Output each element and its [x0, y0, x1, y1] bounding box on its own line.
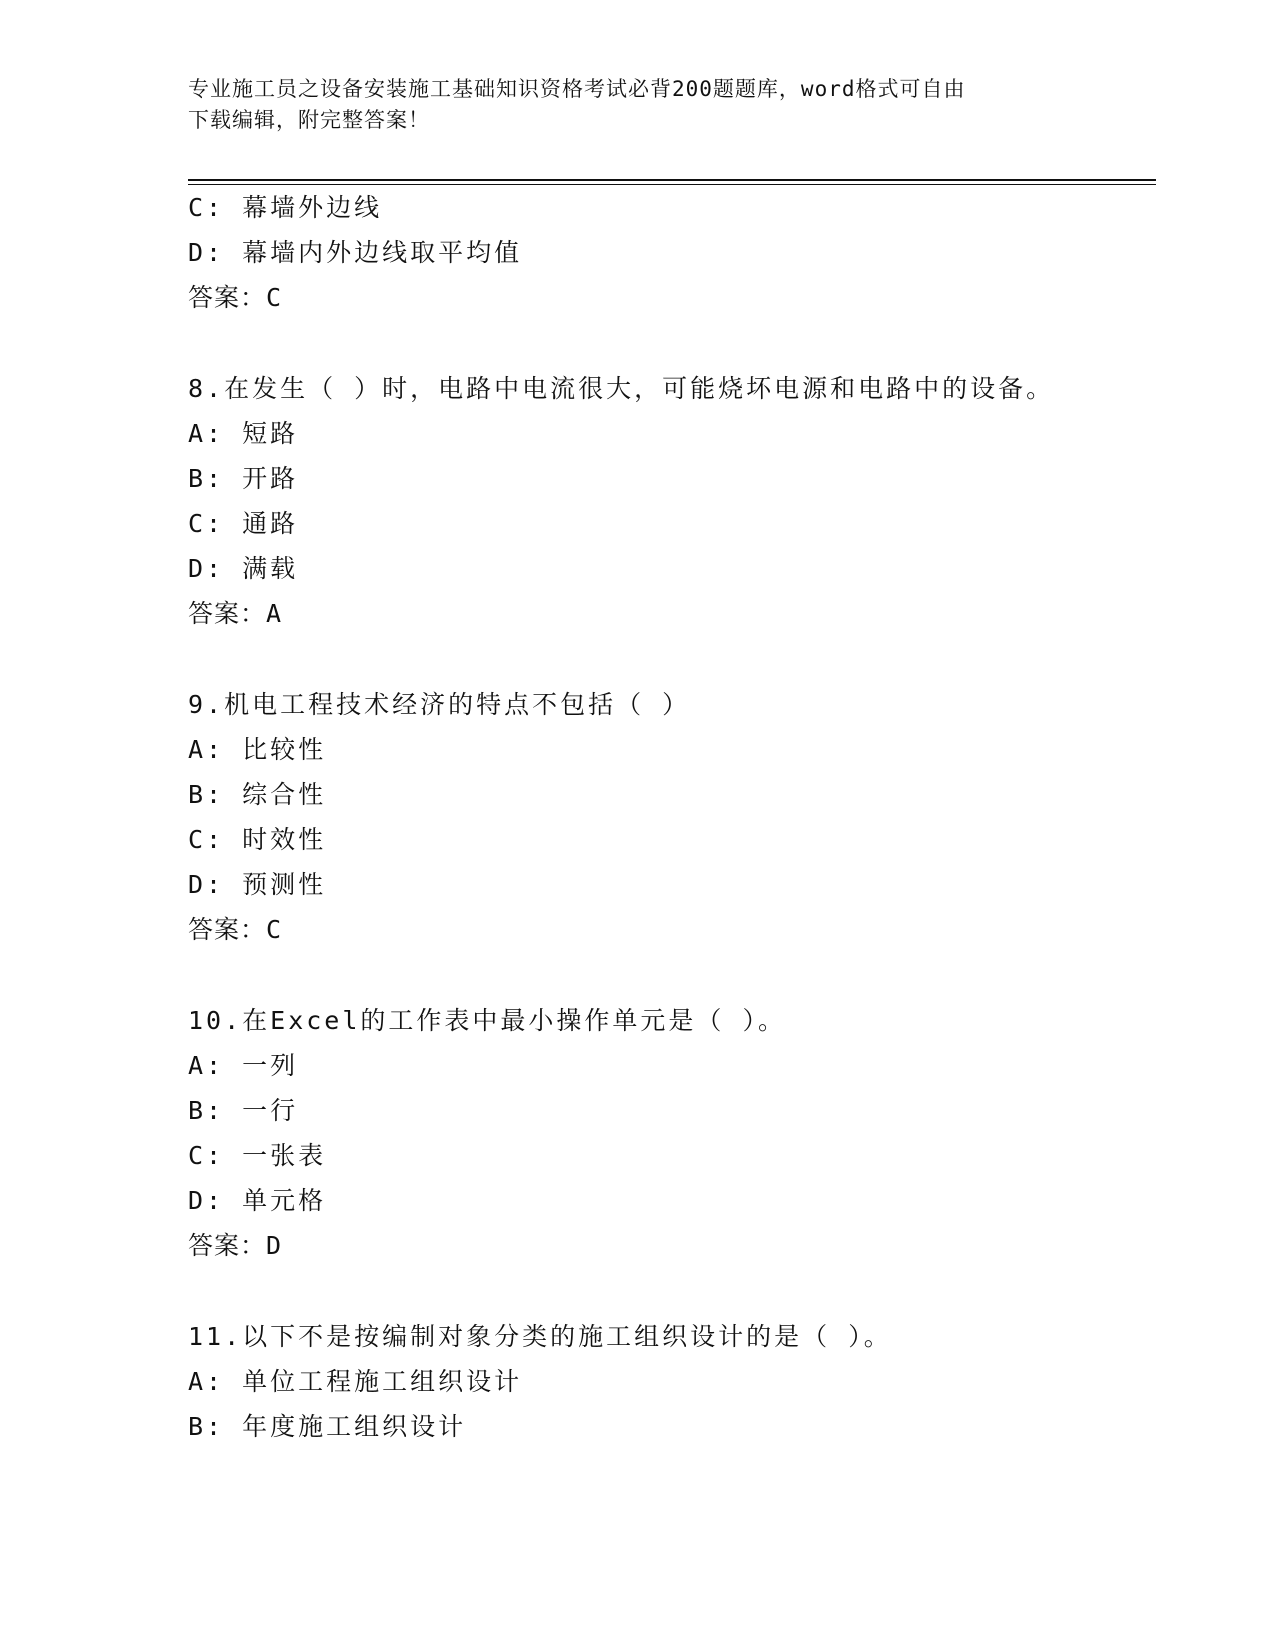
- header-divider-thin: [188, 184, 1156, 185]
- option-c: C: 幕墙外边线: [188, 193, 383, 222]
- option-d: D: 预测性: [188, 870, 327, 899]
- option-c: C: 通路: [188, 509, 299, 538]
- option-a: A: 短路: [188, 419, 299, 448]
- header-divider-thick: [188, 179, 1156, 181]
- option-a: A: 单位工程施工组织设计: [188, 1367, 523, 1396]
- header-line-2: 下载编辑，附完整答案！: [188, 108, 430, 132]
- option-c: C: 一张表: [188, 1141, 327, 1170]
- answer: 答案：C: [188, 283, 283, 312]
- question-text: 11.以下不是按编制对象分类的施工组织设计的是（ ）。: [188, 1322, 892, 1351]
- question-text: 9.机电工程技术经济的特点不包括（ ）: [188, 690, 691, 719]
- answer: 答案：C: [188, 915, 283, 944]
- answer: 答案：A: [188, 599, 283, 628]
- option-d: D: 满载: [188, 554, 299, 583]
- option-b: B: 年度施工组织设计: [188, 1412, 467, 1441]
- answer: 答案：D: [188, 1231, 283, 1260]
- document-header: [188, 74, 1068, 136]
- option-b: B: 开路: [188, 464, 299, 493]
- option-d: D: 单元格: [188, 1186, 327, 1215]
- option-a: A: 一列: [188, 1051, 299, 1080]
- option-b: B: 综合性: [188, 780, 327, 809]
- header-line-1: 专业施工员之设备安装施工基础知识资格考试必背200题题库，word格式可自由: [188, 77, 966, 101]
- option-c: C: 时效性: [188, 825, 327, 854]
- question-text: 10.在Excel的工作表中最小操作单元是（ ）。: [188, 1006, 786, 1035]
- question-text: 8.在发生（ ）时，电路中电流很大，可能烧坏电源和电路中的设备。: [188, 374, 1055, 403]
- option-a: A: 比较性: [188, 735, 327, 764]
- option-b: B: 一行: [188, 1096, 299, 1125]
- option-d: D: 幕墙内外边线取平均值: [188, 238, 523, 267]
